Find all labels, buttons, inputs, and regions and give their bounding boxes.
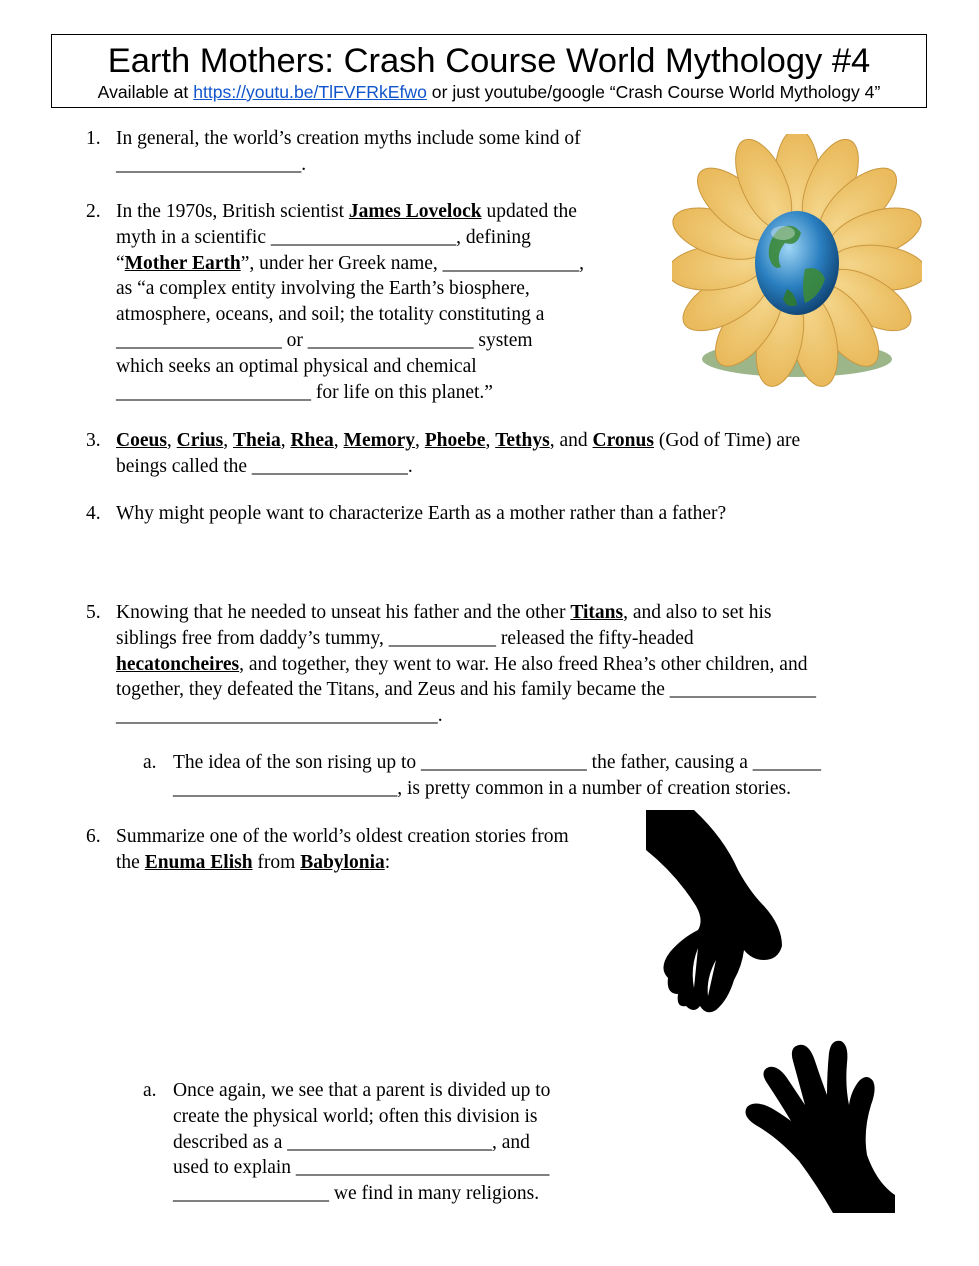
q2-line8: ____________________ for life on this planet.” bbox=[116, 381, 493, 403]
q2-line7: which seeks an optimal physical and chemical bbox=[116, 355, 477, 377]
q2-line6: _________________ or _________________ system bbox=[116, 329, 533, 351]
q5a-line2: _______________________, is pretty common in a number of creation stories. bbox=[173, 777, 791, 799]
q2-line3 bbox=[116, 251, 584, 277]
q3-text: (God of Time) are bbox=[653, 430, 801, 451]
q5-text: , and also to set his bbox=[623, 602, 772, 623]
q5a-line1: The idea of the son rising up to _________________ the father, causing a _______ bbox=[173, 752, 822, 773]
source-suffix: or just youtube/google “Crash Course World Mythology 4” bbox=[426, 82, 881, 102]
q6a-line4: used to explain __________________________ bbox=[173, 1157, 550, 1179]
separator: , bbox=[166, 430, 177, 451]
q6a-line5: ________________ we find in many religions. bbox=[173, 1183, 540, 1205]
question-2 bbox=[116, 199, 584, 405]
q3-number: 3. bbox=[86, 430, 101, 451]
q1-line2: ___________________. bbox=[116, 153, 307, 175]
term-coeus: Coeus bbox=[116, 430, 167, 451]
q2-line5: atmosphere, oceans, and soil; the totality constituting a bbox=[116, 304, 545, 326]
q1-number: 1. bbox=[86, 128, 101, 149]
term-titans: Titans bbox=[570, 602, 624, 623]
term-theia: Theia bbox=[233, 430, 281, 451]
q5-number: 5. bbox=[86, 602, 101, 623]
separator: , bbox=[223, 430, 234, 451]
video-link[interactable]: https://youtu.be/TlFVFRkEfwo bbox=[193, 82, 427, 102]
q2-text: “ bbox=[116, 252, 125, 274]
q6a-line2: create the physical world; often this division is bbox=[173, 1105, 538, 1127]
question-5a bbox=[173, 750, 821, 802]
q6a-line1: Once again, we see that a parent is divided up to bbox=[173, 1080, 551, 1101]
source-line bbox=[52, 81, 926, 103]
header-box bbox=[51, 34, 927, 108]
separator: , bbox=[280, 430, 291, 451]
term-cronus: Cronus bbox=[592, 430, 654, 451]
q1-line1: In general, the world’s creation myths include some kind of bbox=[116, 128, 581, 149]
term-phoebe: Phoebe bbox=[424, 430, 486, 451]
term-rhea: Rhea bbox=[290, 430, 334, 451]
q2-text: ”, under her Greek name, ______________, bbox=[240, 252, 585, 274]
q5-line1 bbox=[116, 600, 816, 626]
q2-number: 2. bbox=[86, 201, 101, 222]
question-6 bbox=[116, 824, 569, 876]
q6-text: : bbox=[384, 851, 391, 873]
q6-text: from bbox=[252, 851, 301, 873]
q6a-line3: described as a _____________________, and bbox=[173, 1131, 530, 1153]
q2-text: In the 1970s, British scientist bbox=[116, 201, 349, 222]
q6-line1: Summarize one of the world’s oldest creation stories from bbox=[116, 826, 569, 847]
term-hecatoncheires: hecatoncheires bbox=[116, 653, 240, 675]
q5-line5: _________________________________. bbox=[116, 705, 443, 727]
separator: , bbox=[415, 430, 425, 451]
question-1 bbox=[116, 126, 581, 178]
flower-earth-image bbox=[672, 134, 922, 394]
q6-number: 6. bbox=[86, 826, 101, 847]
hand-silhouette-bottom bbox=[733, 1035, 895, 1213]
source-prefix: Available at bbox=[97, 82, 194, 102]
term-tethys: Tethys bbox=[495, 430, 550, 451]
q5-text: Knowing that he needed to unseat his father and the other bbox=[116, 602, 571, 623]
q6a-label: a. bbox=[143, 1080, 157, 1101]
question-5 bbox=[116, 600, 816, 729]
q2-text: updated the bbox=[481, 201, 577, 222]
term-babylonia: Babylonia bbox=[300, 851, 385, 873]
term-enuma-elish: Enuma Elish bbox=[144, 851, 253, 873]
term-mother-earth: Mother Earth bbox=[124, 252, 241, 274]
q5a-label: a. bbox=[143, 752, 157, 773]
q3-line1 bbox=[116, 428, 800, 454]
q5-line2: siblings free from daddy’s tummy, ___________ released the fifty-headed bbox=[116, 627, 694, 649]
separator: , bbox=[333, 430, 344, 451]
question-4 bbox=[116, 501, 726, 527]
q3-line2: beings called the ________________. bbox=[116, 455, 413, 477]
question-3 bbox=[116, 428, 800, 480]
page-title: Earth Mothers: Crash Course World Mythology #4 bbox=[107, 42, 871, 80]
q4-number: 4. bbox=[86, 503, 101, 524]
term-crius: Crius bbox=[176, 430, 224, 451]
separator: , and bbox=[549, 430, 593, 451]
separator: , bbox=[485, 430, 496, 451]
q4-line1: Why might people want to characterize Earth as a mother rather than a father? bbox=[116, 503, 727, 524]
question-6a bbox=[173, 1078, 550, 1207]
q2-line1 bbox=[116, 199, 584, 225]
q2-line2: myth in a scientific ___________________, defining bbox=[116, 226, 531, 248]
q2-line4: as “a complex entity involving the Earth’s biosphere, bbox=[116, 278, 530, 300]
q5-text: , and together, they went to war. He also freed Rhea’s other children, and bbox=[239, 653, 808, 675]
q5-line4: together, they defeated the Titans, and Zeus and his family became the _______________ bbox=[116, 679, 816, 701]
q5-line3 bbox=[116, 652, 816, 678]
q6-line2 bbox=[116, 850, 569, 876]
term-james-lovelock: James Lovelock bbox=[348, 201, 482, 222]
term-memory: Memory bbox=[343, 430, 416, 451]
q6-text: the bbox=[116, 851, 145, 873]
hand-silhouette-top bbox=[646, 810, 786, 1015]
